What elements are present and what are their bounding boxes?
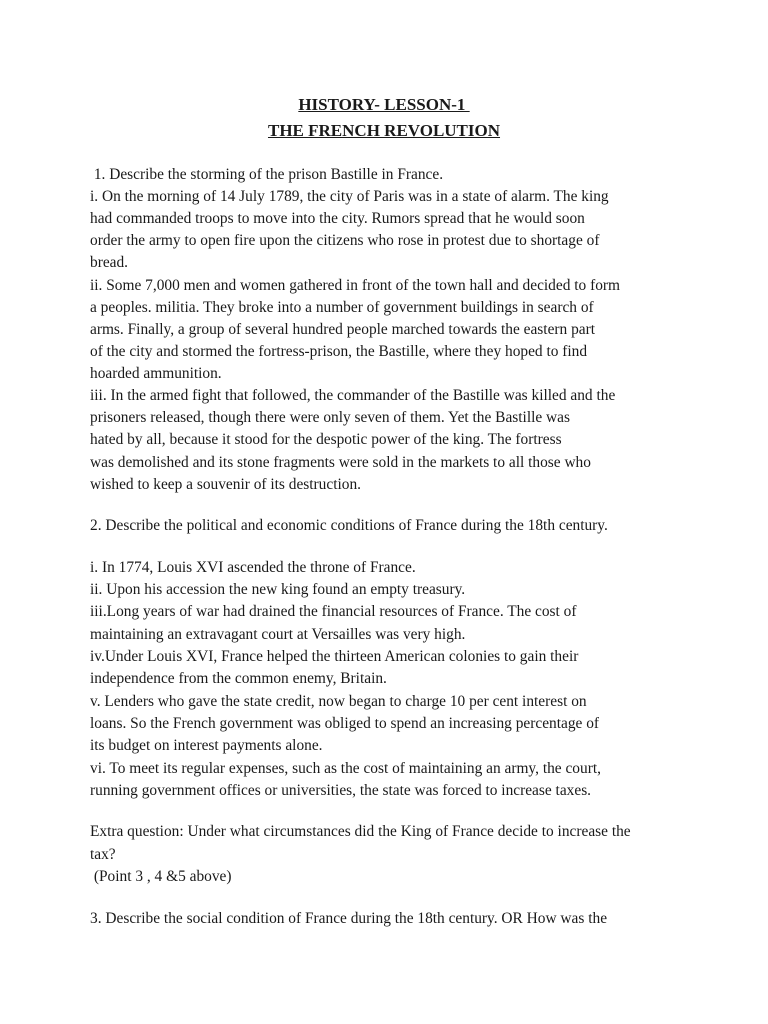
text-line: arms. Finally, a group of several hundred people marched towards the eastern part [90, 321, 596, 338]
text-line: independence from the common enemy, Britain. [90, 670, 387, 687]
document-title-line-2: THE FRENCH REVOLUTION [267, 121, 501, 140]
text-line: prisoners released, though there were only seven of them. Yet the Bastille was [90, 409, 570, 426]
text-line: (Point 3 , 4 &5 above) [90, 868, 232, 885]
text-line: order the army to open fire upon the citizens who rose in protest due to shortage of [90, 232, 600, 249]
text-line: ii. Upon his accession the new king found an empty treasury. [90, 581, 466, 598]
text-line: running government offices or universities, the state was forced to increase taxes. [90, 782, 592, 799]
text-line: iii. In the armed fight that followed, the commander of the Bastille was killed and the [90, 387, 616, 404]
text-line: vi. To meet its regular expenses, such as the cost of maintaining an army, the court, [90, 760, 601, 777]
extra-question: Extra question: Under what circumstances did the King of France decide to increase the [90, 823, 631, 840]
text-line: its budget on interest payments alone. [90, 737, 323, 754]
question-2-heading: 2. Describe the political and economic conditions of France during the 18th century. [90, 517, 608, 534]
question-1-heading: 1. Describe the storming of the prison Bastille in France. [90, 166, 444, 183]
text-line: wished to keep a souvenir of its destruction. [90, 476, 361, 493]
text-line: bread. [90, 254, 129, 271]
document-title-line-1: HISTORY- LESSON-1 [298, 95, 470, 114]
text-line: loans. So the French government was obliged to spend an increasing percentage of [90, 715, 600, 732]
text-line: hated by all, because it stood for the despotic power of the king. The fortress [90, 431, 562, 448]
question-3-heading: 3. Describe the social condition of France during the 18th century. OR How was the [90, 910, 608, 927]
text-line: maintaining an extravagant court at Versailles was very high. [90, 626, 466, 643]
text-line: a peoples. militia. They broke into a number of government buildings in search of [90, 299, 594, 316]
text-line: tax? [90, 846, 116, 863]
text-line: hoarded ammunition. [90, 365, 222, 382]
text-line: v. Lenders who gave the state credit, now began to charge 10 per cent interest on [90, 693, 587, 710]
text-line: had commanded troops to move into the city. Rumors spread that he would soon [90, 210, 585, 227]
text-line: i. On the morning of 14 July 1789, the city of Paris was in a state of alarm. The king [90, 188, 609, 205]
text-line: of the city and stormed the fortress-prison, the Bastille, where they hoped to find [90, 343, 588, 360]
text-line: ii. Some 7,000 men and women gathered in front of the town hall and decided to form [90, 277, 620, 294]
text-line: was demolished and its stone fragments were sold in the markets to all those who [90, 454, 591, 471]
text-line: i. In 1774, Louis XVI ascended the throne of France. [90, 559, 416, 576]
text-line: iv.Under Louis XVI, France helped the thirteen American colonies to gain their [90, 648, 579, 665]
text-line: iii.Long years of war had drained the financial resources of France. The cost of [90, 603, 577, 620]
